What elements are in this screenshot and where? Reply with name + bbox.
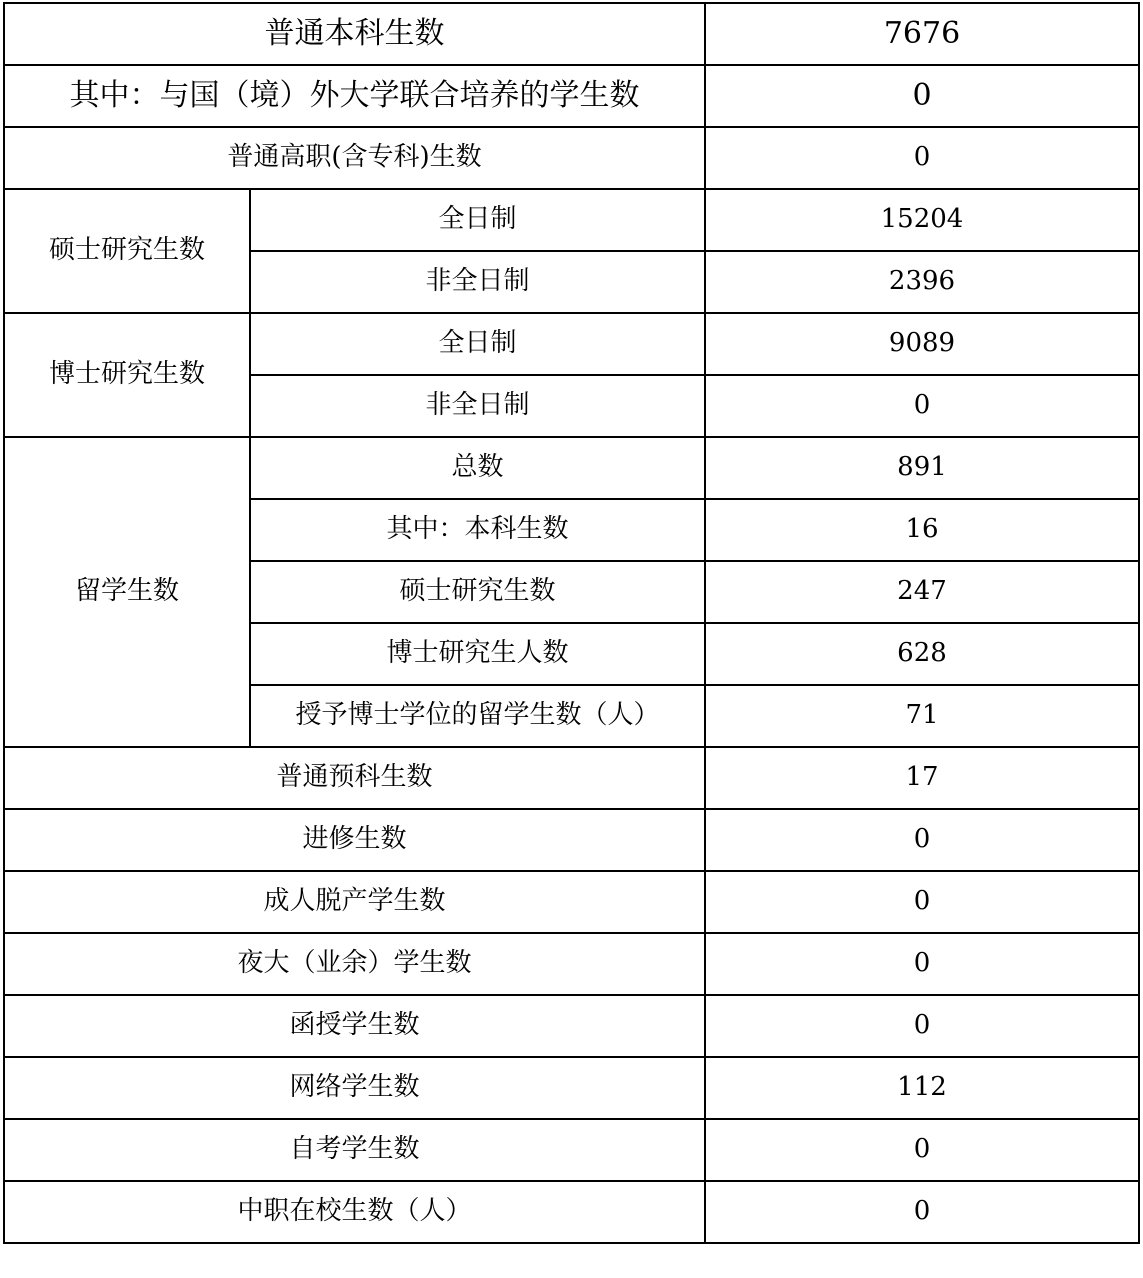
- table-row: [4, 933, 1139, 995]
- table-row: [4, 3, 1139, 65]
- doctoral-full-time-label: 全日制: [250, 313, 705, 375]
- international-doctoral-value: 628: [705, 623, 1139, 685]
- table-row: [4, 1057, 1139, 1119]
- table-row: [4, 313, 1139, 375]
- online-value: 112: [705, 1057, 1139, 1119]
- international-total-value: 891: [705, 437, 1139, 499]
- joint-program-label: 其中：与国（境）外大学联合培养的学生数: [4, 65, 705, 127]
- table-row: [4, 127, 1139, 189]
- masters-part-time-label: 非全日制: [250, 251, 705, 313]
- vocational-value: 0: [705, 127, 1139, 189]
- preparatory-label: 普通预科生数: [4, 747, 705, 809]
- undergrad-value: 7676: [705, 3, 1139, 65]
- table-row: [4, 747, 1139, 809]
- advanced-study-value: 0: [705, 809, 1139, 871]
- masters-label: 硕士研究生数: [4, 189, 250, 313]
- doctoral-full-time-value: 9089: [705, 313, 1139, 375]
- advanced-study-label: 进修生数: [4, 809, 705, 871]
- table-row: [4, 437, 1139, 499]
- table-row: [4, 1181, 1139, 1243]
- evening-label: 夜大（业余）学生数: [4, 933, 705, 995]
- doctoral-label: 博士研究生数: [4, 313, 250, 437]
- self-study-exam-label: 自考学生数: [4, 1119, 705, 1181]
- adult-fulltime-value: 0: [705, 871, 1139, 933]
- self-study-exam-value: 0: [705, 1119, 1139, 1181]
- undergrad-label: 普通本科生数: [4, 3, 705, 65]
- international-label: 留学生数: [4, 437, 250, 747]
- secondary-vocational-label: 中职在校生数（人）: [4, 1181, 705, 1243]
- doctoral-part-time-label: 非全日制: [250, 375, 705, 437]
- student-stats-table: [3, 2, 1140, 1244]
- international-total-label: 总数: [250, 437, 705, 499]
- doctoral-part-time-value: 0: [705, 375, 1139, 437]
- vocational-label: 普通高职(含专科)生数: [4, 127, 705, 189]
- table-row: [4, 871, 1139, 933]
- preparatory-value: 17: [705, 747, 1139, 809]
- correspondence-value: 0: [705, 995, 1139, 1057]
- masters-part-time-value: 2396: [705, 251, 1139, 313]
- table-row: [4, 995, 1139, 1057]
- secondary-vocational-value: 0: [705, 1181, 1139, 1243]
- table-row: [4, 65, 1139, 127]
- international-phd-degrees-label: 授予博士学位的留学生数（人）: [250, 685, 705, 747]
- table-row: [4, 809, 1139, 871]
- correspondence-label: 函授学生数: [4, 995, 705, 1057]
- table-row: [4, 1119, 1139, 1181]
- evening-value: 0: [705, 933, 1139, 995]
- international-undergrad-label: 其中：本科生数: [250, 499, 705, 561]
- international-phd-degrees-value: 71: [705, 685, 1139, 747]
- international-undergrad-value: 16: [705, 499, 1139, 561]
- online-label: 网络学生数: [4, 1057, 705, 1119]
- table-row: [4, 189, 1139, 251]
- masters-full-time-label: 全日制: [250, 189, 705, 251]
- international-masters-label: 硕士研究生数: [250, 561, 705, 623]
- joint-program-value: 0: [705, 65, 1139, 127]
- international-doctoral-label: 博士研究生人数: [250, 623, 705, 685]
- adult-fulltime-label: 成人脱产学生数: [4, 871, 705, 933]
- international-masters-value: 247: [705, 561, 1139, 623]
- masters-full-time-value: 15204: [705, 189, 1139, 251]
